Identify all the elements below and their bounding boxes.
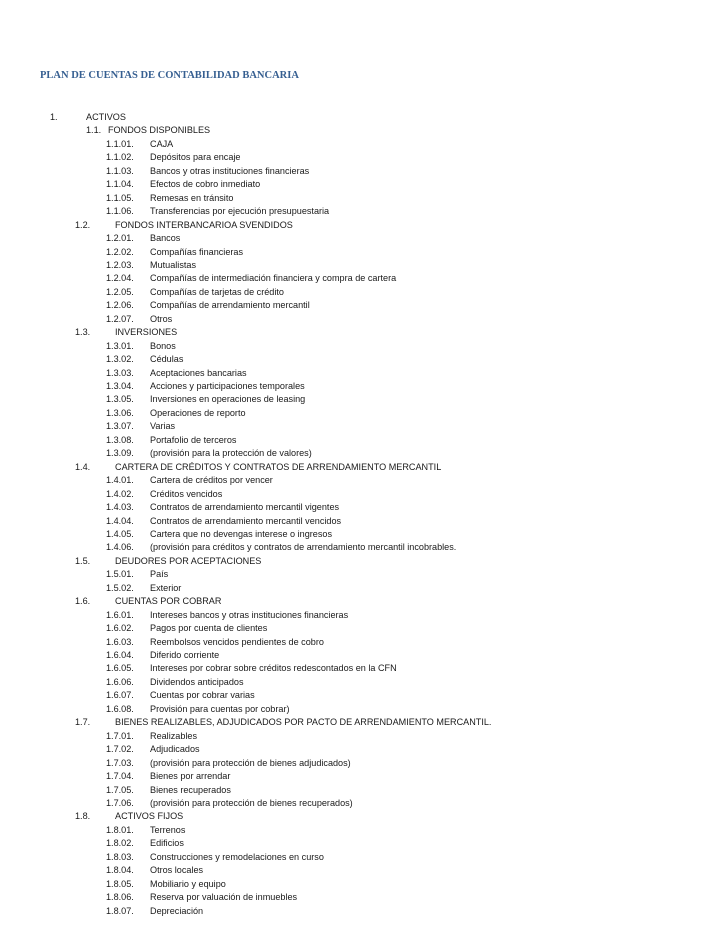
- account-code: 1.3.08.: [106, 434, 134, 445]
- account-label: Otros locales: [150, 865, 204, 876]
- account-label: Compañías de arrendamiento mercantil: [150, 300, 310, 311]
- account-label: Créditos vencidos: [150, 488, 223, 499]
- account-label: Dividendos anticipados: [150, 676, 244, 687]
- account-code: 1.2.06.: [106, 300, 134, 311]
- account-label: Otros: [150, 313, 173, 324]
- account-code: 1.3.03.: [106, 367, 134, 378]
- account-label: Cartera que no devengas interese o ingresos: [150, 528, 332, 539]
- account-label: DEUDORES POR ACEPTACIONES: [115, 555, 262, 566]
- account-code: 1.2.02.: [106, 246, 134, 257]
- account-code: 1.7.06.: [106, 797, 134, 808]
- account-code: 1.6.02.: [106, 623, 134, 634]
- account-code: 1.2.03.: [106, 259, 134, 270]
- account-label: Intereses por cobrar sobre créditos redescontados en la CFN: [150, 663, 397, 674]
- account-code: 1.8.: [75, 811, 91, 822]
- account-code: 1.6.07.: [106, 690, 134, 701]
- account-code: 1.7.02.: [106, 744, 134, 755]
- account-label: Inversiones en operaciones de leasing: [150, 394, 306, 405]
- account-code: 1.6.: [75, 596, 91, 607]
- account-label: Adjudicados: [150, 744, 200, 755]
- account-label: BIENES REALIZABLES, ADJUDICADOS POR PACTO DE ARRENDAMIENTO MERCANTIL.: [115, 717, 492, 728]
- account-label: ACTIVOS: [86, 112, 126, 122]
- account-label: País: [150, 569, 169, 580]
- account-code: 1.: [50, 112, 58, 122]
- account-label: Varias: [150, 421, 176, 432]
- account-code: 1.3.05.: [106, 394, 134, 405]
- account-code: 1.6.04.: [106, 650, 134, 660]
- account-code: 1.3.02.: [106, 354, 134, 365]
- account-label: Compañías financieras: [150, 246, 244, 257]
- account-label: CUENTAS POR COBRAR: [115, 596, 222, 607]
- account-label: Intereses bancos y otras instituciones financieras: [150, 609, 349, 620]
- account-code: 1.3.04.: [106, 381, 134, 391]
- account-label: (provisión para la protección de valores): [150, 448, 312, 459]
- account-code: 1.5.01.: [106, 569, 134, 580]
- account-label: Bancos: [150, 233, 181, 244]
- account-label: Cuentas por cobrar varias: [150, 690, 255, 701]
- account-label: (provisión para protección de bienes adjudicados): [150, 757, 351, 768]
- account-code: 1.4.: [75, 461, 91, 472]
- account-code: 1.2.01.: [106, 233, 134, 244]
- account-code: 1.6.08.: [106, 703, 134, 714]
- account-label: Reembolsos vencidos pendientes de cobro: [150, 636, 324, 647]
- account-label: FONDOS DISPONIBLES: [108, 125, 211, 136]
- account-label: Provisión para cuentas por cobrar): [150, 703, 290, 714]
- account-label: Operaciones de reporto: [150, 407, 246, 418]
- account-label: Bonos: [150, 340, 176, 351]
- account-code: 1.6.05.: [106, 663, 134, 674]
- account-label: Transferencias por ejecución presupuestaria: [150, 206, 330, 217]
- account-label: Pagos por cuenta de clientes: [150, 623, 268, 634]
- account-code: 1.1.03.: [106, 165, 134, 176]
- account-code: 1.6.01.: [106, 609, 134, 620]
- account-code: 1.4.05.: [106, 528, 134, 539]
- account-code: 1.1.06.: [106, 206, 134, 217]
- account-label: Depósitos para encaje: [150, 152, 241, 163]
- account-code: 1.7.04.: [106, 771, 134, 782]
- account-code: 1.8.02.: [106, 838, 134, 849]
- account-label: Contratos de arrendamiento mercantil vigentes: [150, 502, 340, 513]
- account-label: (provisión para créditos y contratos de arrendamiento mercantil incobrables.: [150, 542, 457, 553]
- account-code: 1.3.: [75, 327, 91, 338]
- account-code: 1.6.03.: [106, 636, 134, 647]
- account-code: 1.5.: [75, 555, 91, 566]
- account-label: FONDOS INTERBANCARIOA SVENDIDOS: [115, 219, 293, 230]
- account-label: Diferido corriente: [150, 650, 220, 660]
- account-label: Realizables: [150, 730, 198, 741]
- account-code: 1.1.: [86, 125, 102, 136]
- account-label: Efectos de cobro inmediato: [150, 179, 261, 190]
- account-label: Mobiliario y equipo: [150, 878, 226, 889]
- account-label: ACTIVOS FIJOS: [115, 811, 184, 822]
- account-label: Acciones y participaciones temporales: [150, 381, 305, 391]
- account-code: 1.1.04.: [106, 179, 134, 190]
- account-label: Cartera de créditos por vencer: [150, 475, 273, 486]
- account-code: 1.4.06.: [106, 542, 134, 553]
- account-code: 1.8.04.: [106, 865, 134, 876]
- account-code: 1.2.05.: [106, 286, 134, 297]
- account-code: 1.4.04.: [106, 515, 134, 526]
- account-code: 1.4.02.: [106, 488, 134, 499]
- account-label: Terrenos: [150, 824, 186, 835]
- account-label: Aceptaciones bancarias: [150, 367, 247, 378]
- account-label: Bancos y otras instituciones financieras: [150, 165, 310, 176]
- account-code: 1.5.02.: [106, 582, 134, 593]
- account-label: CARTERA DE CRÉDITOS Y CONTRATOS DE ARRENDAMIENTO MERCANTIL: [115, 461, 442, 472]
- account-label: CAJA: [150, 138, 174, 149]
- account-code: 1.3.07.: [106, 421, 134, 432]
- account-code: 1.7.: [75, 717, 91, 728]
- account-code: 1.3.01.: [106, 340, 134, 351]
- account-label: Reserva por valuación de inmuebles: [150, 892, 298, 903]
- account-code: 1.8.03.: [106, 851, 134, 862]
- account-label: Cédulas: [150, 354, 184, 365]
- account-code: 1.2.07.: [106, 313, 134, 324]
- account-code: 1.7.03.: [106, 757, 134, 768]
- account-code: 1.8.06.: [106, 892, 134, 903]
- account-code: 1.2.: [75, 219, 91, 230]
- account-code: 1.4.01.: [106, 475, 134, 486]
- page-title: PLAN DE CUENTAS DE CONTABILIDAD BANCARIA: [40, 70, 299, 81]
- account-code: 1.6.06.: [106, 676, 134, 687]
- account-label: Mutualistas: [150, 259, 196, 270]
- account-code: 1.7.05.: [106, 784, 134, 795]
- account-code: 1.8.01.: [106, 824, 134, 835]
- account-label: Bienes recuperados: [150, 784, 231, 795]
- account-label: INVERSIONES: [115, 327, 178, 338]
- account-label: Depreciación: [150, 905, 204, 916]
- account-label: Exterior: [150, 582, 182, 593]
- account-label: Portafolio de terceros: [150, 434, 237, 445]
- account-code: 1.3.06.: [106, 407, 134, 418]
- account-label: Compañías de intermediación financiera y compra de cartera: [150, 273, 397, 284]
- account-code: 1.1.01.: [106, 138, 134, 149]
- account-code: 1.8.05.: [106, 878, 134, 889]
- account-label: Bienes por arrendar: [150, 771, 231, 782]
- account-label: (provisión para protección de bienes recuperados): [150, 797, 353, 808]
- account-label: Compañías de tarjetas de crédito: [150, 286, 284, 297]
- account-code: 1.2.04.: [106, 273, 134, 284]
- account-code: 1.3.09.: [106, 448, 134, 459]
- account-code: 1.1.02.: [106, 152, 134, 163]
- account-label: Contratos de arrendamiento mercantil vencidos: [150, 515, 342, 526]
- account-label: Remesas en tránsito: [150, 192, 234, 203]
- account-label: Edificios: [150, 838, 184, 849]
- account-label: Construcciones y remodelaciones en curso: [150, 851, 324, 862]
- account-code: 1.8.07.: [106, 905, 134, 916]
- account-code: 1.7.01.: [106, 730, 134, 741]
- account-code: 1.1.05.: [106, 192, 134, 203]
- account-code: 1.4.03.: [106, 502, 134, 513]
